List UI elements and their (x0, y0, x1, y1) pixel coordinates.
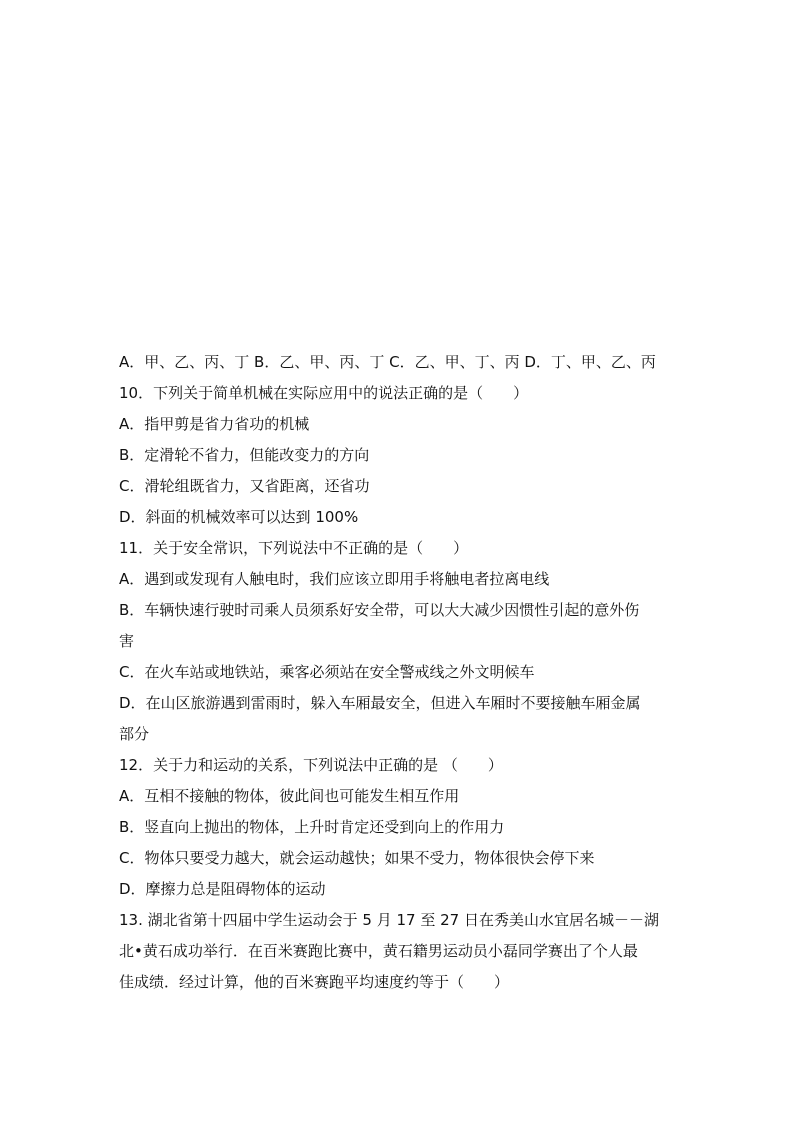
q10-stem: 10．下列关于简单机械在实际应用中的说法正确的是（ ） (119, 384, 529, 402)
q10-option-b: B．定滑轮不省力，但能改变力的方向 (119, 446, 370, 464)
q13-stem-line-3: 佳成绩．经过计算，他的百米赛跑平均速度约等于（ ） (119, 973, 510, 991)
q12-option-c: C．物体只要受力越大，就会运动越快；如果不受力，物体很快会停下来 (119, 849, 595, 867)
q12-option-a: A．互相不接触的物体，彼此间也可能发生相互作用 (119, 787, 460, 805)
q11-option-c: C．在火车站或地铁站，乘客必须站在安全警戒线之外文明候车 (119, 663, 535, 681)
q12-option-b: B．竖直向上抛出的物体，上升时肯定还受到向上的作用力 (119, 818, 505, 836)
q10-option-d: D．斜面的机械效率可以达到 100% (119, 508, 359, 526)
q11-option-b-continued: 害 (119, 632, 135, 650)
q11-stem: 11．关于安全常识，下列说法中不正确的是（ ） (119, 539, 469, 557)
q10-option-a: A．指甲剪是省力省功的机械 (119, 415, 310, 433)
q13-stem-line-1: 13. 湖北省第十四届中学生运动会于 5 月 17 至 27 日在秀美山水宜居名城－－湖 (119, 911, 659, 929)
q9-options-line: A．甲、乙、丙、丁 B．乙、甲、丙、丁 C．乙、甲、丁、丙 D．丁、甲、乙、丙 (119, 353, 656, 371)
q11-option-b: B．车辆快速行驶时司乘人员须系好安全带，可以大大减少因惯性引起的意外伤 (119, 601, 640, 619)
q13-stem-line-2: 北•黄石成功举行．在百米赛跑比赛中，黄石籍男运动员小磊同学赛出了个人最 (119, 942, 638, 960)
q11-option-a: A．遇到或发现有人触电时，我们应该立即用手将触电者拉离电线 (119, 570, 550, 588)
q12-option-d: D．摩擦力总是阻碍物体的运动 (119, 880, 326, 898)
q10-option-c: C．滑轮组既省力，又省距离，还省功 (119, 477, 370, 495)
q11-option-d-continued: 部分 (119, 725, 150, 743)
q11-option-d: D．在山区旅游遇到雷雨时，躲入车厢最安全，但进入车厢时不要接触车厢金属 (119, 694, 641, 712)
q12-stem: 12．关于力和运动的关系，下列说法中正确的是 （ ） (119, 756, 503, 774)
